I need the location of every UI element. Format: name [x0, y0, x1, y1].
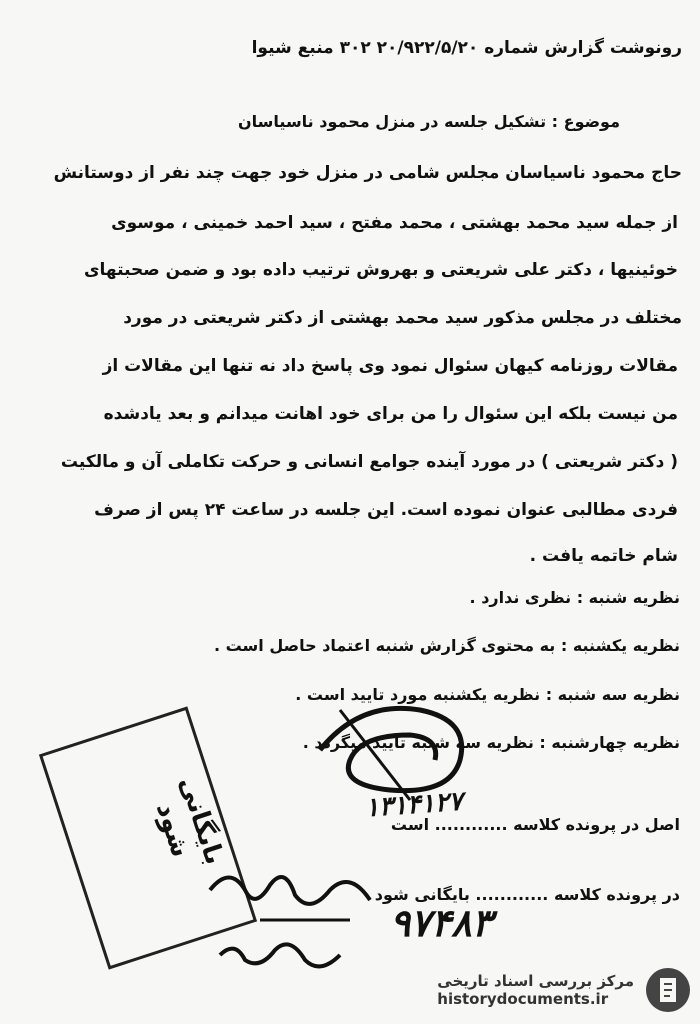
body-line: مختلف در مجلس مذکور سید محمد بهشتی از دکتر شریعتی در مورد	[123, 308, 682, 328]
body-line: شام خاتمه یافت .	[529, 546, 678, 566]
copy-file-line: در پرونده کلاسه ............ بایگانی شود	[374, 885, 680, 904]
body-line: خوئینیها ، دکتر علی شریعتی و بهروش ترتیب داده بود و ضمن صحبتهای	[83, 260, 678, 280]
report-header: رونوشت گزارش شماره ۲۰/۹۲۲/۵/۲۰ ۳۰۲ منبع شیوا	[251, 38, 682, 58]
subject-line: موضوع : تشکیل جلسه در منزل محمود ناسیاسان	[238, 112, 620, 131]
handwritten-number-1: ۱۳۱۴۱۲۷	[364, 786, 464, 824]
watermark-title: مرکز بررسی اسناد تاریخی	[437, 972, 634, 990]
opinion-item: نظریه سه شنبه : نظریه یکشنبه مورد تایید است .	[295, 685, 680, 704]
original-file-line: اصل در پرونده کلاسه ............ است	[390, 815, 680, 834]
body-line: فردی مطالبی عنوان نموده است. این جلسه در ساعت ۲۴ پس از صرف	[94, 500, 678, 520]
signature-scribble	[200, 860, 400, 980]
body-line: از جمله سید محمد بهشتی ، محمد مفتح ، سید احمد خمینی ، موسوی	[111, 213, 678, 233]
opinion-item: نظریه یکشنبه : به محتوی گزارش شنبه اعتماد حاصل است .	[213, 636, 680, 655]
body-line: مقالات روزنامه کیهان سئوال نمود وی پاسخ داد نه تنها این مقالات از	[102, 356, 678, 376]
body-line: حاج محمود ناسیاسان مجلس شامی در منزل خود جهت چند نفر از دوستانش	[53, 163, 682, 183]
archive-logo-icon	[644, 966, 692, 1014]
body-line: من نیست بلکه این سئوال را من برای خود اهانت میدانم و بعد یادشده	[103, 404, 678, 424]
watermark-url: historydocuments.ir	[437, 990, 609, 1008]
stamp-text: بایگانی شود	[149, 773, 230, 869]
watermark	[437, 966, 692, 1014]
body-line: ( دکتر شریعتی ) در مورد آینده جوامع انسانی و حرکت تکاملی آن و مالکیت	[60, 452, 678, 472]
opinion-item: نظریه چهارشنبه : نظریه سه شنبه تایید میگردد .	[302, 733, 680, 752]
opinion-item: نظریه شنبه : نظری ندارد .	[469, 588, 680, 607]
handwritten-number-2: ۹۷۴۸۳	[390, 900, 493, 945]
